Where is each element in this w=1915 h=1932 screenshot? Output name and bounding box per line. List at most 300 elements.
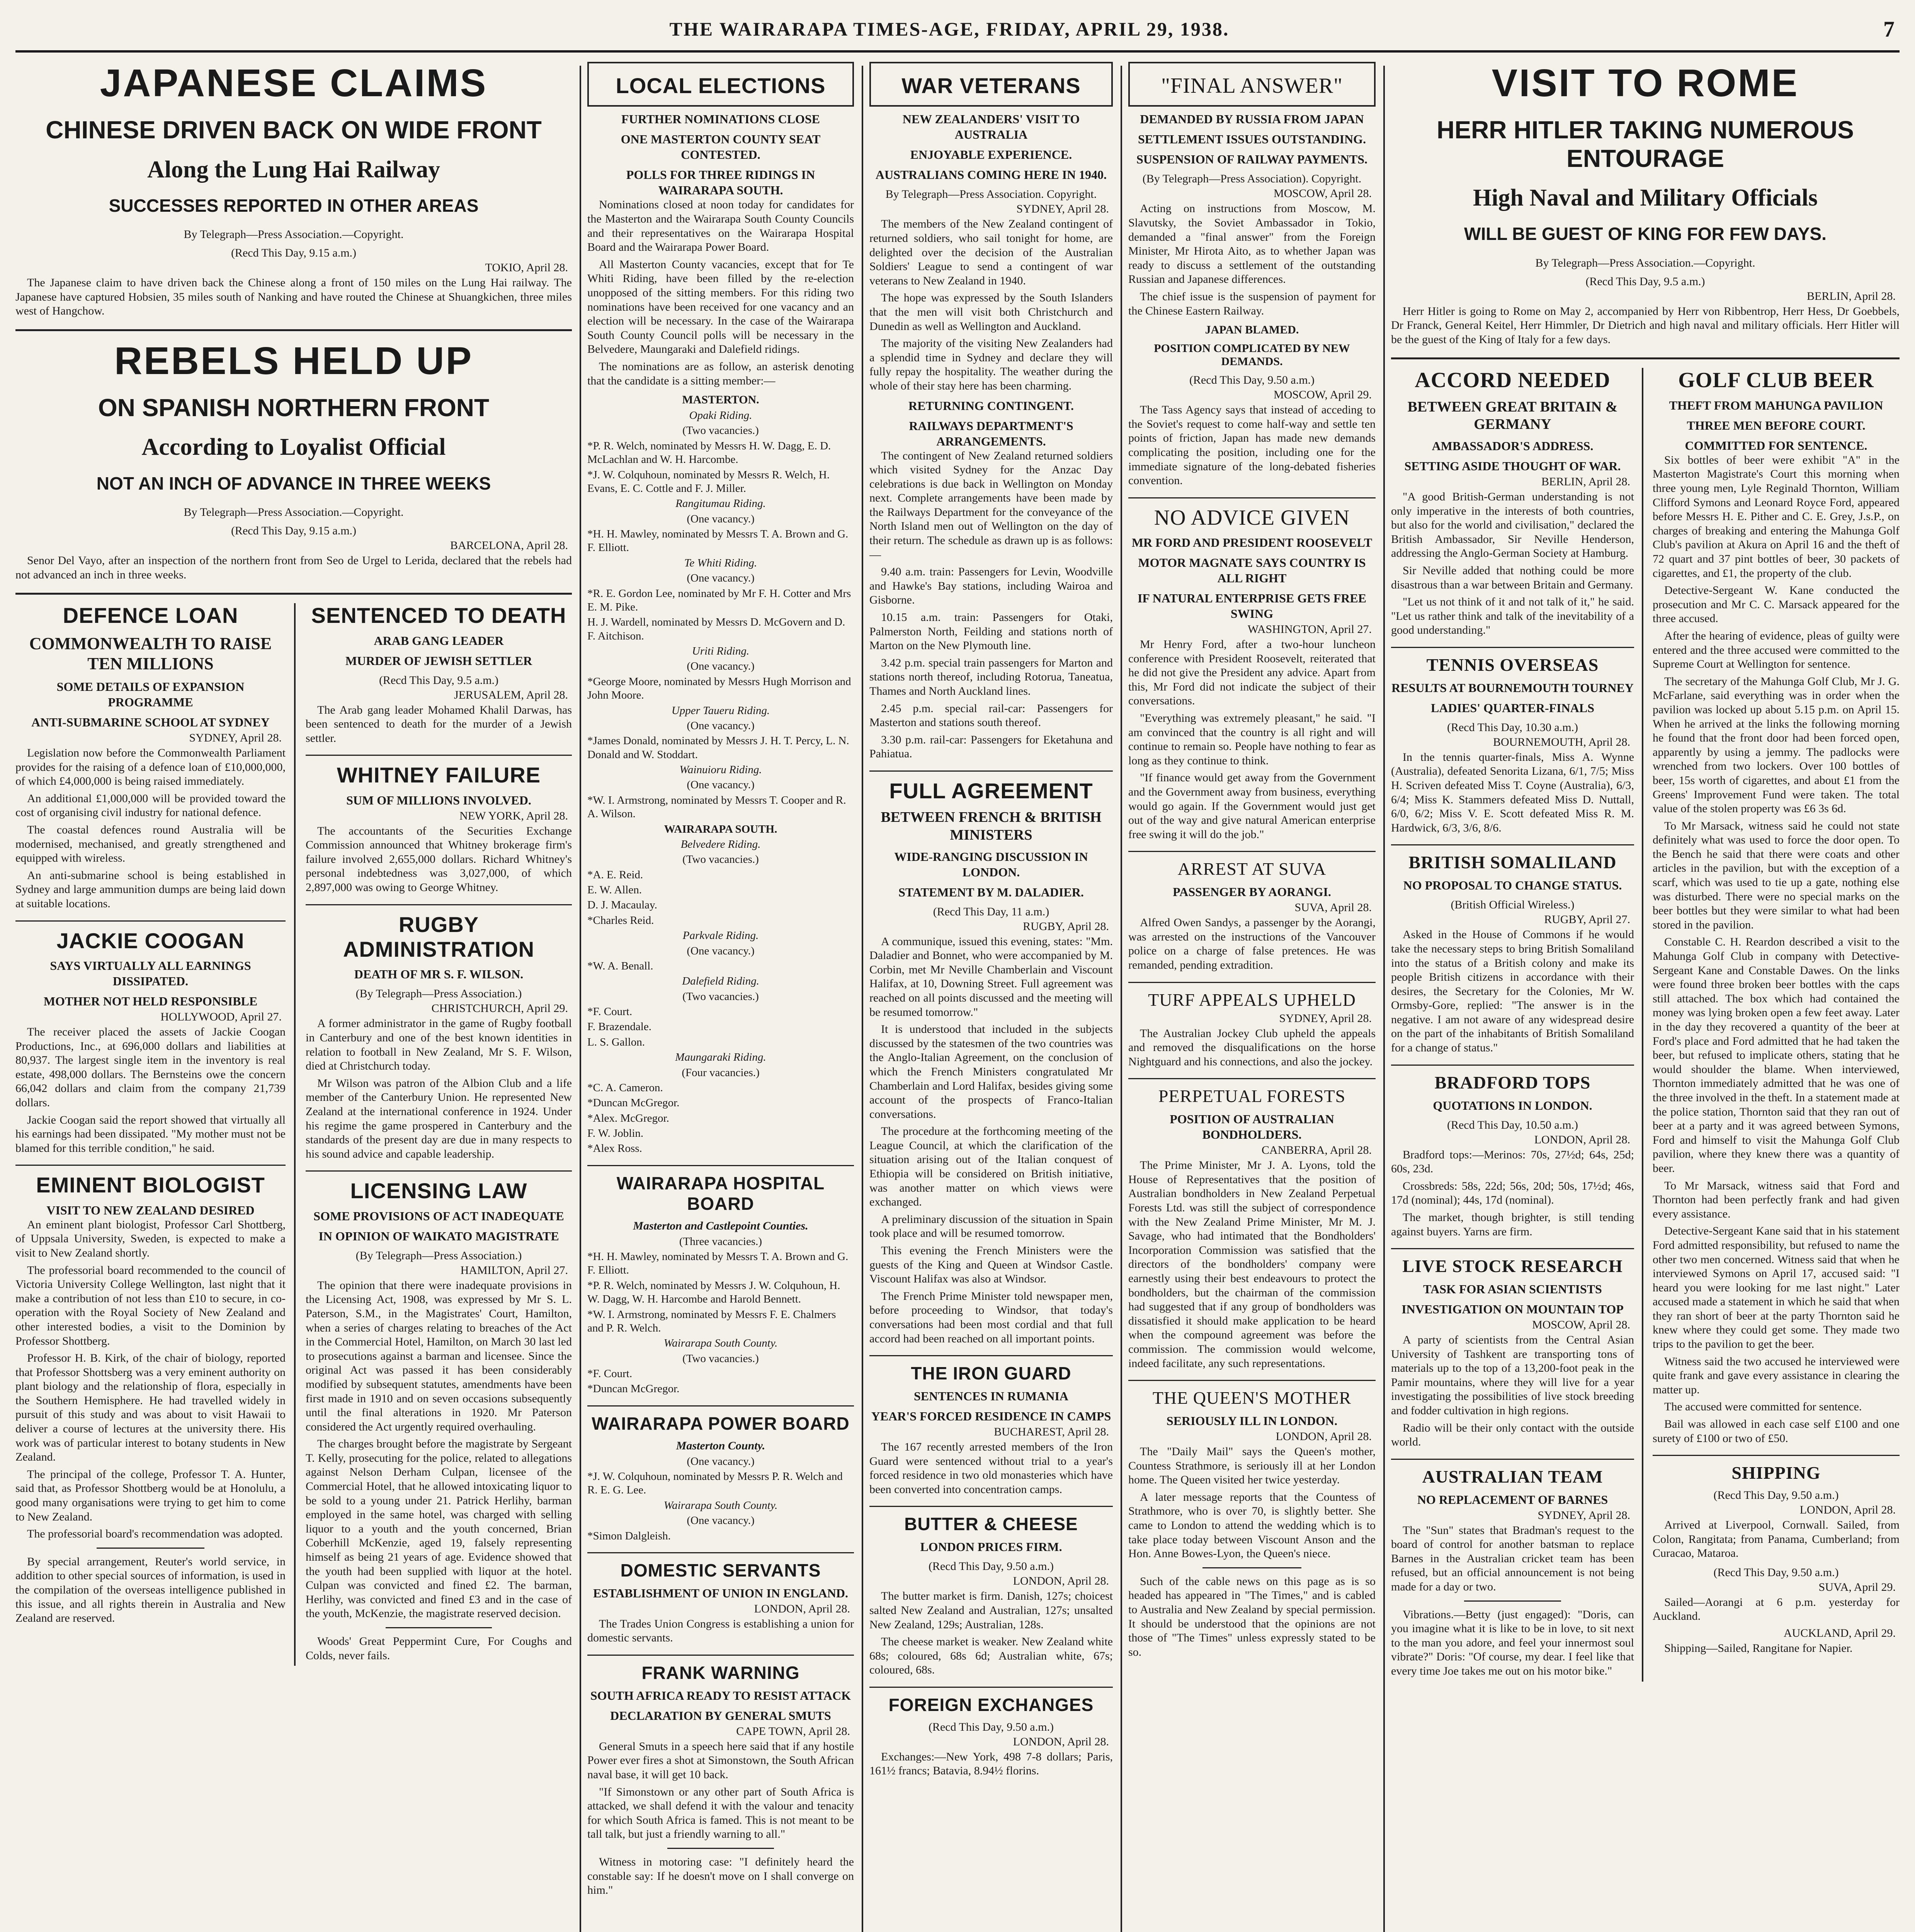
column-rule: [1121, 66, 1122, 1932]
golf-paragraphs: [1653, 453, 1900, 1446]
dateline: BERLIN, April 28.: [1807, 289, 1896, 303]
paragraph: Six bottles of beer were exhibit "A" in the Masterton Magistrate's Court this morning when three young men, Lyle Reginald Thornton, William Clifford Symons and Leonard Royce Ford, appeared before Messrs H. E. Pither and C. E. Grey, J.s.P., on charges of breaking and entering the Mahunga Golf Club's pavilion at Akura on April 16 and the theft of 72 quart and 37 pint bottles of beer, 30 packets of cigarettes, and £1, the property of the club.: [1653, 453, 1900, 580]
divider: [1391, 1459, 1634, 1460]
paragraph: The coastal defences round Australia will be modernised, mechanised, and greatly strengthened and equipped with wireless.: [15, 823, 286, 865]
page-number: 7: [1883, 16, 1896, 42]
nomination-line: (Two vacancies.): [682, 853, 759, 866]
nomination-line: Maungaraki Riding.: [675, 1051, 766, 1064]
subheadline: MOTHER NOT HELD RESPONSIBLE: [43, 994, 258, 1009]
headline: BRITISH SOMALILAND: [1408, 852, 1617, 872]
subheadline: ONE MASTERTON COUNTY SEAT CONTESTED.: [621, 132, 821, 162]
nomination-line: *J. W. Colquhoun, nominated by Messrs R. Welch, H. Evans, E. C. Cottle and F. J. Miller.: [587, 468, 830, 495]
subheadline: WIDE-RANGING DISCUSSION IN LONDON.: [894, 849, 1088, 879]
column-4: [869, 62, 1113, 1932]
dateline: SUVA, April 29.: [1818, 1580, 1896, 1594]
article-body: The 167 recently arrested members of the Iron Guard were sentenced without trial to a year's forced residence in two old monasteries which have been converted into concentration camps.: [869, 1440, 1113, 1496]
paragraph: The "Daily Mail" says the Queen's mother, Countess Strathmore, is seriously ill at her London home. The Queen visited her twice yesterday.: [1128, 1445, 1376, 1486]
nomination-line: *A. E. Reid.: [587, 868, 643, 881]
received-line: (Recd This Day, 9.50 a.m.): [928, 1720, 1054, 1733]
paragraph: After the hearing of evidence, pleas of guilty were entered and the three accused were committed to the Supreme Court at Wellington for sentence.: [1653, 629, 1900, 671]
nomination-line: L. S. Gallon.: [587, 1036, 645, 1048]
paragraph: The majority of the visiting New Zealanders had a splendid time in Sydney and declare they will fully repay the hospitality. The weather during the whole of their stay here has been charming.: [869, 337, 1113, 392]
paragraph: The procedure at the forthcoming meeting of the League Council, at which the clarification of the situation arising out of the Italian conquest of Ethiopia will be considered on British initiative, was another matter on which views were exchanged.: [869, 1125, 1113, 1209]
dateline: SYDNEY, April 28.: [1279, 1012, 1372, 1025]
subheadline: WILL BE GUEST OF KING FOR FEW DAYS.: [1464, 224, 1827, 244]
nomination-line: *W. A. Benall.: [587, 959, 653, 972]
headline: DOMESTIC SERVANTS: [620, 1560, 821, 1580]
subheadline: AUSTRALIANS COMING HERE IN 1940.: [875, 168, 1107, 182]
subheadline: TASK FOR ASIAN SCIENTISTS: [1423, 1282, 1602, 1296]
nomination-line: D. J. Macaulay.: [587, 899, 657, 912]
headline: ACCORD NEEDED: [1415, 368, 1611, 393]
subheadline: SETTING ASIDE THOUGHT OF WAR.: [1404, 459, 1621, 473]
subheadline: SOME PROVISIONS OF ACT INADEQUATE: [313, 1209, 564, 1223]
paragraph: Witness said the two accused he interviewed were quite frank and gave every assistance in clearing the matter up.: [1653, 1355, 1900, 1396]
headline: BUTTER & CHEESE: [904, 1514, 1078, 1534]
headline: THE IRON GUARD: [911, 1363, 1071, 1384]
nomination-line: Wairarapa South County.: [663, 1499, 778, 1512]
paragraph: "Everything was extremely pleasant," he said. "I am convinced that the country is all right and will continue to remain so. People have nothing to fear as long as they continue to think.: [1128, 712, 1376, 767]
article-body: Senor Del Vayo, after an inspection of the northern front from Seo de Urgel to Lerida, declared that the rebels had not advanced an inch in three weeks.: [15, 554, 572, 581]
nomination-line: (Two vacancies.): [682, 424, 759, 437]
headline: THE QUEEN'S MOTHER: [1152, 1388, 1352, 1408]
nomination-line: (Two vacancies.): [682, 990, 759, 1003]
subheadline: COMMONWEALTH TO RAISE TEN MILLIONS: [29, 634, 272, 673]
paragraph: A former administrator in the game of Rugby football in Canterbury and one of the best known identities in relation to football in New Zealand, Mr S. F. Wilson, died at Christchurch today.: [306, 1017, 572, 1073]
reuters-note: By special arrangement, Reuter's world service, in addition to other special sources of information, is used in the compilation of the overseas intelligence published in this issue, and all rights therein in Australia and New Zealand are reserved.: [15, 1555, 286, 1625]
dateline: MOSCOW, April 28.: [1274, 187, 1372, 200]
dateline: MOSCOW, April 29.: [1274, 388, 1372, 401]
paragraph: Detective-Sergeant W. Kane conducted the prosecution and Mr C. C. Marsack appeared for the three accused.: [1653, 584, 1900, 625]
divider: [587, 1655, 854, 1656]
nomination-line: (One vacancy.): [687, 512, 755, 525]
divider: [869, 770, 1113, 772]
paragraph: All Masterton County vacancies, except that for Te Whiti Riding, have been filled by the re-election unopposed of the sitting members. For this riding two nominations have been received for one vacancy and an election will be necessary. In the case of the Wairarapa South County Council polls will be necessary in the Belvedere, Maungaraki and Dalefield ridings.: [587, 258, 854, 356]
paragraph: A party of scientists from the Central Asian University of Tashkent are transporting tons of materials up to the top of a 13,200-foot peak in the Pamir mountains, where they will live for a year investigating the possibilities of live stock breeding and fodder cultivation in high regions.: [1391, 1333, 1634, 1417]
nomination-line: *F. Court.: [587, 1005, 633, 1018]
paragraph: Detective-Sergeant Kane said that in his statement Ford admitted responsibility, but refused to name the other two men concerned. Witness said that when he interviewed Symons on April 17, accused said: "I heard you were looking for me last night." Later accused made a statement in which he said that when they ran short of beer at the party Thornton said he knew where they could get some. They made two trips to the pavilion to get the beer.: [1653, 1225, 1900, 1351]
paragraph: The charges brought before the magistrate by Sergeant T. Kelly, prosecuting for the police, related to allegations against Nelson Derham Culpan, licensee of the Commercial Hotel, that he allowed intoxicating liquor to be sold to a young under 21. Patrick Herlihy, barman employed in the same hotel, was charged with selling liquor to a youth and the youth concerned, Brian Coberhill McKenzie, aged 19, falsely representing himself as being 21 years of age. Evidence showed that the youth had been supplied with liquor at the hotel. Culpan was convicted and fined £2. The barman, Herlihy, was convicted and fined £3 and in the case of the youth, McKenzie, the magistrate reserved decision.: [306, 1437, 572, 1620]
divider: [386, 1627, 492, 1628]
paragraph: Legislation now before the Commonwealth Parliament provides for the raising of a defence loan of £10,000,000, of which £4,000,000 is being raised immediately.: [15, 747, 286, 788]
dateline: BUCHAREST, April 28.: [994, 1425, 1109, 1439]
received-line: (Recd This Day, 10.30 a.m.): [1447, 721, 1578, 734]
nomination-line: *J. W. Colquhoun, nominated by Messrs P. R. Welch and R. E. G. Lee.: [587, 1470, 843, 1497]
nomination-line: *F. Court.: [587, 1367, 633, 1380]
nomination-line: (Three vacancies.): [679, 1235, 762, 1248]
dateline: SYDNEY, April 28.: [189, 731, 282, 745]
column-rule: [580, 66, 581, 1932]
divider: [1128, 497, 1376, 498]
headline: TURF APPEALS UPHELD: [1148, 990, 1356, 1010]
dateline: SYDNEY, April 28.: [1537, 1509, 1631, 1522]
dateline: BERLIN, April 28.: [1541, 475, 1631, 488]
paragraph: The receiver placed the assets of Jackie Coogan Productions, Inc., at 696,000 dollars and liabilities at 80,937. The largest single item in the inventory is real estate, 498,000 dollars. The Bernsteins owe the concern 66,042 dollars and claim from the company 21,739 dollars.: [15, 1026, 286, 1109]
paragraph: The members of the New Zealand contingent of returned soldiers, who sail tonight for home, are delighted over the decision of the Australian Soldiers' League to send a contingent of war veterans to New Zealand in 1940.: [869, 218, 1113, 287]
headline: SHIPPING: [1731, 1463, 1821, 1483]
paragraph: It is understood that included in the subjects discussed by the statesmen of the two countries was the Anglo-Italian Agreement, on the conclusion of which the French Ministers congratulated Mr Chamberlain and Lord Halifax, besides giving some account of the prospects of Franco-Italian conversations.: [869, 1023, 1113, 1121]
paragraph: Sir Neville added that nothing could be more disastrous than a war between Britain and Germany.: [1391, 564, 1634, 591]
nomination-line: *James Donald, nominated by Messrs J. H. T. Percy, L. N. Donald and W. Stoddart.: [587, 735, 849, 761]
paragraph: To Mr Marsack, witness said that Ford and Thornton had been perfectly frank and had given every assistance.: [1653, 1179, 1900, 1220]
headline: RUGBY ADMINISTRATION: [343, 912, 535, 962]
subheadline: NO REPLACEMENT OF BARNES: [1417, 1492, 1608, 1507]
local-elections-box: [587, 62, 854, 107]
article-rebels: [15, 340, 572, 582]
subheadline: BETWEEN FRENCH & BRITISH MINISTERS: [881, 809, 1102, 843]
headline: TENNIS OVERSEAS: [1426, 655, 1599, 675]
subheadline: ESTABLISHMENT OF UNION IN ENGLAND.: [593, 1586, 848, 1600]
subheadline: HERR HITLER TAKING NUMEROUS ENTOURAGE: [1437, 116, 1854, 172]
subheadline: MR FORD AND PRESIDENT ROOSEVELT: [1131, 536, 1372, 550]
nomination-line: E. W. Allen.: [587, 884, 642, 896]
column-rule: [862, 66, 863, 1932]
subheadline: RESULTS AT BOURNEMOUTH TOURNEY: [1391, 680, 1634, 695]
article-body: Alfred Owen Sandys, a passenger by the Aorangi, was arrested on the instructions of the Vancouver police on a charge of false pretences. He was remanded, pending extradition.: [1128, 916, 1376, 972]
divider: [869, 1687, 1113, 1688]
dateline: LONDON, April 28.: [1534, 1133, 1631, 1146]
nomination-line: *R. E. Gordon Lee, nominated by Mr F. H. Cotter and Mrs E. M. Pike.: [587, 587, 851, 613]
dateline: MOSCOW, April 28.: [1532, 1318, 1631, 1331]
subheadline: IF NATURAL ENTERPRISE GETS FREE SWING: [1137, 591, 1367, 621]
subheadline: NOT AN INCH OF ADVANCE IN THREE WEEKS: [96, 473, 491, 493]
nomination-line: Te Whiti Riding.: [684, 556, 757, 569]
war-veterans-box: [869, 62, 1113, 107]
nomination-line: *Duncan McGregor.: [587, 1097, 680, 1109]
section-label: MASTERTON.: [682, 393, 759, 406]
subheadline: SUSPENSION OF RAILWAY PAYMENTS.: [1136, 152, 1368, 167]
article-body: Asked in the House of Commons if he would take the necessary steps to bring British Somaliland into the status of a British colony and make its people British citizens in accordance with their desires, the Secretary for the Colonies, Mr W. Ormsby-Gore, replied: "The answer is in the negative. I am not aware of any widespread desire on the part of the inhabitants of British Somaliland for a change of status.": [1391, 928, 1634, 1054]
subheadline: SUCCESSES REPORTED IN OTHER AREAS: [109, 195, 479, 216]
power-board-list: [587, 1455, 854, 1543]
nomination-line: *H. H. Mawley, nominated by Messrs T. A. Brown and G. F. Elliott.: [587, 1250, 849, 1277]
subheadline: According to Loyalist Official: [141, 434, 446, 461]
subheadline: FURTHER NOMINATIONS CLOSE: [621, 112, 820, 126]
article-body: The Prime Minister, Mr J. A. Lyons, told the House of Representatives that the position of Australian bondholders in New Zealand Perpetual Forests Ltd. was still the subject of correspondence with the New Zealand Prime Minister, Mr M. J. Savage, who had intimated that the Bondholders' Incorporation Commission was satisfied that the directors of the bondholders' company were earnestly using their best endeavours to protect the bondholders, but the chairman of the commission had suggested that if any group of bondholders was dissatisfied it should make application to be heard when the compound agreement was before the commission. The commission would welcome, indeed facilitate, any such representations.: [1128, 1159, 1376, 1370]
dateline: AUCKLAND, April 29.: [1784, 1627, 1896, 1640]
dateline: LONDON, April 28.: [1013, 1735, 1109, 1748]
paragraph: Radio will be their only contact with the outside world.: [1391, 1421, 1634, 1449]
subheadline: VISIT TO NEW ZEALAND DESIRED: [46, 1203, 255, 1217]
paragraph: The accused were committed for sentence.: [1664, 1400, 1862, 1413]
subheadline: COMMITTED FOR SENTENCE.: [1685, 438, 1867, 452]
paragraph: The secretary of the Mahunga Golf Club, Mr J. G. McFarlane, said everything was in order when the pavilion was locked up about 5.15 p.m. on April 15. When he arrived at the links the following morning he found that the front door had been forced open, apparently by using a jemmy. The padlocks were wrenched from two lockers. Over 100 bottles of beer, 15s worth of cigarettes, and about £1 from the Greens' Improvement Fund were taken. The total value of the stolen property was £6 3s 6d.: [1653, 675, 1900, 815]
subheadline: DEMANDED BY RUSSIA FROM JAPAN: [1140, 112, 1364, 126]
divider: [15, 1165, 286, 1166]
column-6: [1391, 368, 1643, 1681]
subheadline: SETTLEMENT ISSUES OUTSTANDING.: [1138, 132, 1366, 146]
dateline: CANBERRA, April 28.: [1261, 1144, 1372, 1157]
paragraph: 2.45 p.m. special rail-car: Passengers for Masterton and stations south thereof.: [869, 702, 1113, 729]
received-line: (Recd This Day, 9.5 a.m.): [1585, 275, 1705, 288]
received-line: (Recd This Day, 9.50 a.m.): [1189, 374, 1315, 387]
right-section: [1391, 62, 1900, 1932]
divider: [306, 755, 572, 756]
headline: FOREIGN EXCHANGES: [888, 1694, 1094, 1715]
paragraph: The market, though brighter, is still tending against buyers. Yarns are firm.: [1391, 1211, 1634, 1238]
dateline: JERUSALEM, April 28.: [454, 688, 568, 701]
nomination-line: (Four vacancies.): [682, 1066, 760, 1079]
divider: [1128, 851, 1376, 852]
dateline: LONDON, April 28.: [1799, 1503, 1896, 1517]
divider: [15, 593, 572, 595]
paragraph: The principal of the college, Professor T. A. Hunter, said that, as Professor Shottberg would be at Honolulu, a good many organisations were trying to get him to come to New Zealand.: [15, 1468, 286, 1523]
dateline: NEW YORK, April 28.: [459, 809, 568, 822]
dateline: LONDON, April 28.: [1013, 1575, 1109, 1588]
masthead-title: THE WAIRARAPA TIMES-AGE, FRIDAY, APRIL 29, 1938.: [669, 18, 1230, 40]
paragraph: A preliminary discussion of the situation in Spain took place and will be resumed tomorrow.: [869, 1213, 1113, 1240]
received-line: (Recd This Day, 9.5 a.m.): [379, 673, 499, 687]
column-1: [15, 603, 296, 1666]
paragraph: The chief issue is the suspension of payment for the Chinese Eastern Railway.: [1128, 290, 1376, 317]
subheadline: QUOTATIONS IN LONDON.: [1433, 1098, 1592, 1112]
divider: [1128, 1078, 1376, 1079]
nomination-line: *H. H. Mawley, nominated by Messrs T. A. Brown and G. F. Elliott.: [587, 528, 849, 554]
article-body: The Japanese claim to have driven back the Chinese along a front of 150 miles on the Lung Hai railway. The Japanese have captured Hobsien, 35 miles south of Nanking and have routed the Chinese at Shuangkichen, three miles west of Hangchow.: [15, 276, 572, 318]
paragraph: An eminent plant biologist, Professor Carl Shottberg, of Uppsala University, Sweden, is expected to make a visit to New Zealand shortly.: [15, 1218, 286, 1259]
divider: [1464, 1600, 1561, 1602]
nomination-line: Upper Taueru Riding.: [671, 704, 770, 717]
headline: WAIRARAPA HOSPITAL BOARD: [616, 1173, 825, 1214]
divider: [1391, 1248, 1634, 1249]
nomination-line: F. Brazendale.: [587, 1020, 651, 1033]
source-line: (By Telegraph—Press Association.): [355, 1249, 522, 1262]
subheadline: AMBASSADOR'S ADDRESS.: [1432, 439, 1594, 453]
subheadline: THEFT FROM MAHUNGA PAVILION: [1669, 398, 1883, 412]
dateline: BARCELONA, April 28.: [450, 539, 568, 552]
subheadline: LONDON PRICES FIRM.: [920, 1540, 1062, 1554]
paragraph: An anti-submarine school is being established in Sydney and large ammunition dumps are being laid down at suitable locations.: [15, 869, 286, 910]
nomination-line: *Alex. McGregor.: [587, 1112, 669, 1124]
subheadline: RETURNING CONTINGENT.: [908, 398, 1074, 413]
headline: LOCAL ELECTIONS: [616, 73, 826, 98]
masthead: [15, 8, 1900, 53]
paragraph: The Tass Agency says that instead of acceding to the Soviet's request to come half-way and settle ten points of friction, Japan has made new demands complicating the position, including one for the immediate signature of the long-debated fisheries convention.: [1128, 403, 1376, 487]
subheadline: BETWEEN GREAT BRITAIN & GERMANY: [1407, 398, 1618, 433]
paragraph: Mr Henry Ford, after a two-hour luncheon conference with President Roosevelt, reiterated that he did not give the President any advice. Apart from this, Mr Ford did not indicate the subject of their conversations.: [1128, 638, 1376, 707]
article-body: The Australian Jockey Club upheld the appeals and removed the disqualifications on the horse Nightguard and his connections, and also the jockey.: [1128, 1027, 1376, 1068]
source-line: (By Telegraph—Press Association.): [355, 987, 522, 1000]
subheadline: DEATH OF MR S. F. WILSON.: [354, 967, 524, 981]
dateline: HAMILTON, April 27.: [460, 1264, 568, 1277]
dateline: WASHINGTON, April 27.: [1247, 623, 1372, 636]
paragraph: "If finance would get away from the Government and the Government away from business, everything would go again. If the Government would just get out of the way and give natural American enterprise free swing it will do the job.": [1128, 771, 1376, 841]
nomination-line: (Two vacancies.): [682, 1352, 759, 1365]
filler-quip: Witness in motoring case: "I definitely heard the constable say: If he doesn't move on I shall converge on him.": [587, 1855, 854, 1897]
headline: NO ADVICE GIVEN: [1154, 505, 1350, 530]
source-line: (By Telegraph—Press Association). Copyright.: [1142, 172, 1362, 185]
headline: SENTENCED TO DEATH: [311, 603, 566, 628]
headline: WHITNEY FAILURE: [337, 763, 541, 787]
filler-joke: Vibrations.—Betty (just engaged): "Doris, can you imagine what it is like to be in love, to sit next to the man you adore, and feel your innermost soul vibrate?" Doris: "Of course, my dear. I feel like that every time Joe takes me out on his motor bike.": [1391, 1608, 1634, 1677]
divider: [1391, 844, 1634, 845]
source-line: By Telegraph—Press Association.—Copyright.: [1535, 256, 1755, 269]
article-body: Exchanges:—New York, 498 7-8 dollars; Paris, 161½ francs; Batavia, 8.94½ florins.: [869, 1750, 1113, 1777]
times-note: Such of the cable news on this page as is so headed has appeared in "The Times," and is cabled to Australia and New Zealand by special permission. It should be understood that the opinions are not those of "The Times" unless expressly stated to be so.: [1128, 1575, 1376, 1658]
shipping-entry: Shipping—Sailed, Rangitane for Napier.: [1664, 1642, 1853, 1655]
source-line: By Telegraph—Press Association.—Copyright.: [184, 228, 404, 241]
dateline: BOURNEMOUTH, April 28.: [1493, 735, 1631, 748]
subheadline: LADIES' QUARTER-FINALS: [1431, 701, 1594, 715]
subheadline: DECLARATION BY GENERAL SMUTS: [610, 1708, 831, 1723]
section-label: Masterton County.: [676, 1439, 765, 1452]
nomination-line: *Alex Ross.: [587, 1142, 642, 1155]
paragraph: The cheese market is weaker. New Zealand white 68s; coloured, 68s 6d; Australian white, 67s; coloured, 68s.: [869, 1635, 1113, 1677]
article-body: Herr Hitler is going to Rome on May 2, accompanied by Herr von Ribbentrop, Herr Hess, Dr Goebbels, Dr Franck, General Keitel, Herr Himmler, Dr Dietrich and high naval and military officials. Herr Hitler will be the guest of the King of Italy for a few days.: [1391, 304, 1900, 346]
paragraph: The nominations are as follow, an asterisk denoting that the candidate is a sitting member:—: [587, 360, 854, 387]
headline: "FINAL ANSWER": [1161, 74, 1343, 98]
section-label: POSITION COMPLICATED BY NEW DEMANDS.: [1154, 342, 1350, 368]
divider: [1391, 647, 1634, 648]
paragraph: The opinion that there were inadequate provisions in the Licensing Act, 1908, was expressed by Mr S. L. Paterson, S.M., in the Magistrates' Court, Hamilton, when a series of charges relating to breaches of the Act in the Commercial Hotel, Hamilton, on March 30 last led to prosecutions against a barman and licensee. Since the original Act was passed it has been considerably modified by subsequent statutes, amendments have been first made in 1910 and on seven occasions subsequently until the final alterations in 1920. Mr Paterson considered the Act urgently required overhauling.: [306, 1279, 572, 1433]
received-line: (Recd This Day, 9.15 a.m.): [231, 247, 357, 260]
subheadline: STATEMENT BY M. DALADIER.: [898, 885, 1084, 899]
shipping-entry: Arrived at Liverpool, Cornwall. Sailed, from Colon, Rangitata; from Panama, Cumberland; from Curacao, Mataroa.: [1653, 1519, 1900, 1560]
divider: [587, 1552, 854, 1553]
divider: [15, 329, 572, 331]
subheadline: CHINESE DRIVEN BACK ON WIDE FRONT: [46, 116, 542, 144]
dateline: LONDON, April 28.: [754, 1602, 850, 1615]
dateline: LONDON, April 28.: [1276, 1430, 1372, 1443]
received-line: (Recd This Day, 9.50 a.m.): [928, 1560, 1054, 1573]
subheadline: SAYS VIRTUALLY ALL EARNINGS DISSIPATED.: [50, 959, 251, 988]
subheadline: SOME DETAILS OF EXPANSION PROGRAMME: [56, 680, 245, 709]
nomination-line: (One vacancy.): [687, 944, 755, 957]
dateline: RUGBY, April 27.: [1544, 913, 1631, 926]
subheadline: POLLS FOR THREE RIDINGS IN WAIRARAPA SOUTH.: [626, 168, 815, 197]
nomination-line: *Charles Reid.: [587, 914, 654, 927]
paragraph: The professorial board recommended to the council of Victoria University College Wellington, last night that it make a contribution of not less than £10 to secure, in co-operation with the Royal Society of New Zealand and other interested bodies, a visit to the Dominion by Professor Shottberg.: [15, 1264, 286, 1347]
subheadline: SOUTH AFRICA READY TO RESIST ATTACK: [590, 1688, 851, 1702]
subheadline: ANTI-SUBMARINE SCHOOL AT SYDNEY: [31, 715, 270, 730]
nomination-line: *Simon Dalgleish.: [587, 1529, 671, 1542]
nomination-line: *C. A. Cameron.: [587, 1081, 663, 1094]
article-japanese-claims: [15, 62, 572, 318]
nomination-line: *W. I. Armstrong, nominated by Messrs T. Cooper and R. A. Wilson.: [587, 794, 846, 820]
divider: [869, 1506, 1113, 1507]
paragraph: Bail was allowed in each case self £100 and one surety of £100 or two of £50.: [1653, 1418, 1900, 1445]
paragraph: This evening the French Ministers were the guests of the King and Queen at Windsor Castle. Viscount Halifax was also at Windsor.: [869, 1244, 1113, 1286]
headline: DEFENCE LOAN: [63, 603, 238, 628]
dateline: CHRISTCHURCH, April 29.: [431, 1002, 568, 1015]
nomination-line: Wainuioru Riding.: [679, 764, 762, 776]
nomination-line: Parkvale Riding.: [682, 929, 759, 942]
final-answer-box: [1128, 62, 1376, 107]
nomination-line: Opaki Riding.: [689, 409, 752, 422]
subheadline: SENTENCES IN RUMANIA: [913, 1389, 1069, 1403]
nomination-line: Belvedere Riding.: [680, 838, 761, 850]
divider: [869, 1355, 1113, 1356]
dateline: HOLLYWOOD, April 27.: [160, 1010, 282, 1024]
divider: [1202, 1567, 1301, 1568]
paragraph: The professorial board's recommendation was adopted.: [27, 1527, 283, 1541]
headline: VISIT TO ROME: [1492, 62, 1799, 105]
paragraph: Bradford tops:—Merinos: 70s, 27½d; 64s, 25d; 60s, 23d.: [1391, 1148, 1634, 1175]
column-5: [1128, 62, 1376, 1932]
source-line: By Telegraph—Press Association.—Copyright.: [184, 505, 404, 519]
paragraph: To Mr Marsack, witness said he could not state definitely what was used to force the door open. To the Bench he said that there were coats and other articles in the pavilion, but with the exception of a scarf, which was used to tie up a gate, nothing else was disturbed. There were no special marks on the beer bottles but they were similar to what had been stored in the pavilion.: [1653, 819, 1900, 931]
column-7: [1653, 368, 1900, 1681]
dateline: SYDNEY, April 28.: [1016, 202, 1109, 216]
paragraph: 3.30 p.m. rail-car: Passengers for Eketahuna and Pahiatua.: [869, 733, 1113, 760]
subheadline: SUM OF MILLIONS INVOLVED.: [346, 793, 531, 807]
received-line: (Recd This Day, 9.15 a.m.): [231, 524, 357, 537]
article-body: The "Sun" states that Bradman's request to the board of control for another batsman to replace Barnes in the Australian cricket team has been refused, but an official announcement is not being made for a day or two.: [1391, 1524, 1634, 1594]
headline: FULL AGREEMENT: [889, 778, 1093, 803]
divider: [306, 1170, 572, 1172]
paragraph: 3.42 p.m. special train passengers for Marton and stations north thereof, including Rotorua, Taneatua, Thames and North Auckland lines.: [869, 656, 1113, 698]
paragraph: Mr Wilson was patron of the Albion Club and a life member of the Canterbury Union. He represented New Zealand at the international conference in 1924. Under his regime the game prospered in Canterbury and the standards of the present day are due in many respects to his sound advice and capable leadership.: [306, 1077, 572, 1160]
nomination-line: *P. R. Welch, nominated by Messrs H. W. Dagg, E. D. McLachlan and W. H. Harcombe.: [587, 439, 831, 466]
section-label: JAPAN BLAMED.: [1205, 323, 1299, 337]
dateline: TOKIO, April 28.: [485, 261, 568, 274]
paragraph: "A good British-German understanding is not only imperative in the interests of both countries, but also for the world and civilisation," declared the British Ambassador, Sir Neville Henderson, addressing the Anglo-German Society at Hamburg.: [1391, 490, 1634, 560]
headline: WAIRARAPA POWER BOARD: [592, 1413, 850, 1434]
received-line: (Recd This Day, 9.50 a.m.): [1713, 1566, 1839, 1579]
nomination-line: *George Moore, nominated by Messrs Hugh Morrison and John Moore.: [587, 675, 851, 702]
source-line: By Telegraph—Press Association. Copyright.: [885, 188, 1097, 201]
hospital-board-list: [587, 1235, 854, 1396]
paragraph: The hope was expressed by the South Islanders that the men will visit both Christchurch and Dunedin as well as Wellington and Auckland.: [869, 291, 1113, 333]
paragraph: Constable C. H. Reardon described a visit to the Mahunga Golf Club in company with Detective-Sergeant Kane and Constable Dawes. On the links were found three broken beer bottles with the caps still attached. The box which had contained the money was lying broken open a few feet away. Later in the day they recovered a quantity of the beer at Ford's place and Ford admitted that he had taken the beer, but refused to implicate others, stating that he would shoulder the blame. When interviewed, Thornton immediately admitted that he was one of the three involved in the theft. In a statement made at the police station, Thornton said that they ran out of beer at a party and it was agreed between Symons, Ford and himself to visit the Mahunga Golf Club pavilion, where they knew there was a quantity of beer.: [1653, 935, 1900, 1175]
nomination-line: *P. R. Welch, nominated by Messrs J. W. Colquhoun, H. W. Dagg, W. H. Harcombe and Harold Bennett.: [587, 1279, 840, 1306]
shipping-list: [1653, 1489, 1900, 1656]
nomination-line: Rangitumau Riding.: [675, 497, 766, 510]
divider: [587, 1405, 854, 1406]
paragraph: Crossbreds: 58s, 22d; 56s, 20d; 50s, 17½d; 46s, 17d (nominal); 44s, 17d (nominal).: [1391, 1179, 1634, 1207]
divider: [1128, 982, 1376, 983]
divider: [306, 904, 572, 905]
subheadline: ENJOYABLE EXPERIENCE.: [910, 148, 1072, 162]
headline: FRANK WARNING: [641, 1662, 800, 1683]
nomination-line: Dalefield Riding.: [682, 975, 759, 988]
headline: AUSTRALIAN TEAM: [1422, 1466, 1603, 1486]
headline: GOLF CLUB BEER: [1678, 368, 1874, 393]
article-body: The Trades Union Congress is establishing a union for domestic servants.: [587, 1617, 854, 1645]
subheadline: High Naval and Military Officials: [1473, 185, 1818, 211]
nomination-line: (One vacancy.): [687, 660, 755, 673]
source-line: (British Official Wireless.): [1451, 898, 1575, 912]
nomination-line: *W. I. Armstrong, nominated by Messrs F. E. Chalmers and P. R. Welch.: [587, 1308, 836, 1334]
dateline: CAPE TOWN, April 28.: [736, 1725, 850, 1738]
headline: LICENSING LAW: [350, 1179, 527, 1203]
nomination-line: (One vacancy.): [687, 572, 755, 585]
shipping-entry: Sailed—Aorangi at 6 p.m. yesterday for Auckland.: [1653, 1595, 1900, 1623]
column-rule: [1383, 66, 1385, 1932]
paragraph: General Smuts in a speech here said that if any hostile Power ever fires a shot at Simonstown, the South African naval base, it will get 10 back.: [587, 1740, 854, 1781]
paragraph: A later message reports that the Countess of Strathmore, who is over 70, is slightly better. She came to London to attend the wedding which is to take place today between Viscount Anson and the Hon. Anne Bowes-Lyon, the Queen's niece.: [1128, 1490, 1376, 1560]
divider: [15, 920, 286, 922]
nomination-line: (One vacancy.): [687, 719, 755, 732]
paragraph: The contingent of New Zealand returned soldiers which visited Sydney for the Anzac Day celebrations is due back in Wellington on Monday next. Complete arrangements have been made by the Railways Department for the conveyance of the North Island men out of Wellington on the day of their return. The schedule as drawn up is as follows:—: [869, 449, 1113, 561]
dateline: RUGBY, April 28.: [1023, 920, 1109, 933]
divider: [97, 1548, 205, 1549]
subheadline: ON SPANISH NORTHERN FRONT: [98, 393, 490, 422]
received-line: (Recd This Day, 10.50 a.m.): [1447, 1118, 1578, 1131]
subheadline: NEW ZEALANDERS' VISIT TO AUSTRALIA: [902, 112, 1080, 142]
headline: BRADFORD TOPS: [1434, 1072, 1591, 1092]
received-line: (Recd This Day, 9.50 a.m.): [1713, 1489, 1839, 1502]
advertisement: Woods' Great Peppermint Cure, For Coughs and Colds, never fails.: [306, 1635, 572, 1662]
headline: JAPANESE CLAIMS: [100, 62, 488, 105]
column-2: [306, 603, 572, 1666]
paragraph: Acting on instructions from Moscow, M. Slavutsky, the Soviet Ambassador in Tokio, demanded a "final answer" from the Foreign Minister, Mr Hirota Aito, as to whether Japan was ready to discuss a settlement of the outstanding Russian and Japanese differences.: [1128, 202, 1376, 286]
subheadline: YEAR'S FORCED RESIDENCE IN CAMPS: [871, 1409, 1111, 1423]
dateline: SUVA, April 28.: [1294, 901, 1372, 914]
subheadline: INVESTIGATION ON MOUNTAIN TOP: [1401, 1302, 1624, 1316]
headline: PERPETUAL FORESTS: [1158, 1086, 1346, 1106]
subheadline: ARAB GANG LEADER: [374, 633, 504, 648]
